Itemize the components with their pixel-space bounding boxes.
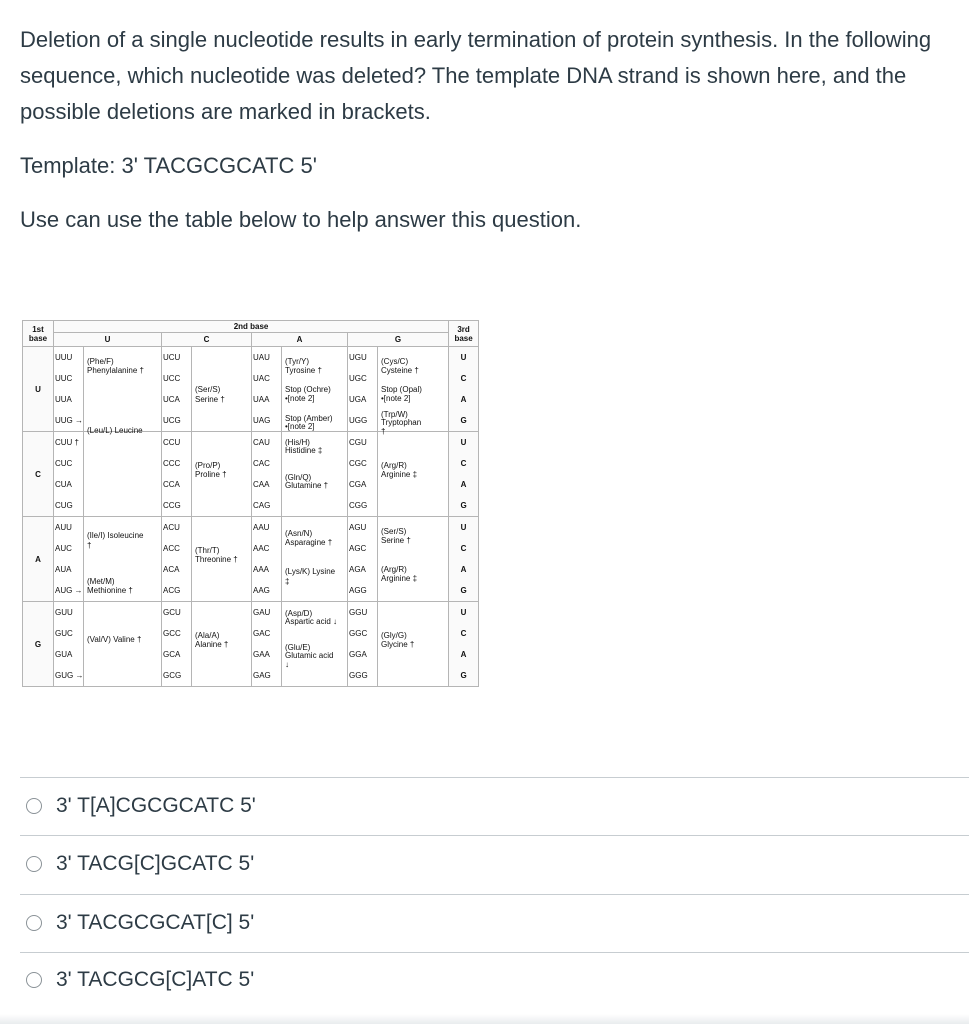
codon-cell [252, 602, 282, 687]
codon-cell [54, 602, 84, 687]
first-base-label: G [23, 602, 54, 687]
codon-cell [54, 432, 84, 517]
codon: CGU [349, 438, 367, 447]
amino-acid-label: (Cys/C) [381, 356, 409, 366]
codon: AAA [253, 565, 270, 574]
codon: ACG [163, 586, 181, 595]
codon-block-a [23, 517, 479, 602]
first-base-label: C [23, 432, 54, 517]
amino-acid-label: Serine † [381, 536, 411, 545]
codon: CCU [163, 438, 181, 447]
amino-acid-label: (Arg/R) [381, 460, 407, 470]
codon: UAG [253, 416, 271, 425]
third-base-header: 3rd base [449, 321, 479, 347]
amino-acid-cell [192, 602, 252, 687]
codon: GAA [253, 650, 270, 659]
codon: CCC [163, 459, 181, 468]
amino-acid-label: Tyrosine † [285, 366, 322, 375]
codon: UGA [349, 395, 367, 404]
third-base-cell [449, 602, 479, 687]
codon: ACU [163, 523, 180, 532]
amino-acid-label: •[note 2] [381, 393, 411, 403]
amino-acid-label: † [87, 540, 92, 550]
third-base-label: A [460, 480, 467, 489]
third-base-label: G [460, 416, 467, 425]
amino-acid-label: •[note 2] [285, 393, 315, 403]
answer-label-3: 3' TACGCGCAT[C] 5' [56, 911, 255, 934]
codon: AGG [349, 586, 367, 595]
codon: GUU [55, 608, 73, 617]
codon: GAC [253, 629, 271, 638]
amino-acid-cell [84, 432, 162, 517]
codon: GCC [163, 629, 181, 638]
third-base-label: A [460, 565, 467, 574]
amino-acid-label: (Tyr/Y) [285, 356, 309, 366]
codon-cell [252, 517, 282, 602]
divider [20, 777, 969, 778]
first-base-label: A [23, 517, 54, 602]
codon: AUG → [55, 586, 83, 595]
codon: CAA [253, 480, 270, 489]
amino-acid-cell [282, 602, 348, 687]
amino-acid-label: Stop (Opal) [381, 385, 422, 394]
second-base-c: C [162, 333, 252, 347]
answer-label-1: 3' T[A]CGCGCATC 5' [56, 794, 256, 817]
amino-acid-label: Asparagine † [285, 537, 333, 547]
amino-acid-label: (Asn/N) [285, 529, 313, 539]
codon: UUG → [55, 416, 83, 425]
question-text [20, 22, 955, 238]
codon: ACC [163, 544, 180, 553]
codon: GCU [163, 608, 181, 617]
third-base-label: C [460, 374, 467, 383]
codon: UGC [349, 374, 367, 383]
amino-acid-cell [192, 347, 252, 432]
third-base-label: C [460, 544, 467, 553]
codon: CAC [253, 459, 270, 468]
codon: CAU [253, 438, 270, 447]
codon: AAU [253, 523, 270, 532]
second-base-a: A [252, 333, 348, 347]
amino-acid-label: Histidine ‡ [285, 446, 323, 456]
amino-acid-label: Arginine ‡ [381, 470, 418, 479]
codon: GCG [163, 671, 182, 680]
amino-acid-label: Stop (Amber) [285, 413, 333, 423]
third-base-label: U [460, 608, 467, 617]
amino-acid-cell [378, 517, 449, 602]
codon: GGA [349, 650, 367, 659]
question-prompt: Deletion of a single nucleotide results in early termination of protein synthesis. In the following sequence, which nucleotide was deleted? The template DNA strand is shown here, and the possible deletions are marked in brackets. [20, 27, 932, 124]
third-base-label: G [460, 586, 467, 595]
codon: AAC [253, 544, 270, 553]
page-bottom-fade [0, 1014, 969, 1024]
codon: UAC [253, 374, 270, 383]
codon: UCU [163, 353, 181, 362]
amino-acid-label: (Asp/D) [285, 608, 313, 618]
amino-acid-label: (Trp/W) [381, 409, 408, 419]
answer-option-4[interactable] [26, 960, 254, 1000]
codon: GGU [349, 608, 368, 617]
codon-cell [252, 347, 282, 432]
answer-option-2[interactable] [26, 844, 254, 884]
codon: CUU † [55, 438, 80, 447]
codon: UCG [163, 416, 181, 425]
amino-acid-cell [378, 602, 449, 687]
first-base-label: U [23, 347, 54, 432]
amino-acid-label: Arginine ‡ [381, 574, 418, 583]
codon: UUU [55, 353, 73, 362]
amino-acid-label: ‡ [285, 576, 290, 586]
amino-acid-cell [378, 347, 449, 436]
amino-acid-label: (Gly/G) [381, 630, 407, 640]
third-base-label: C [460, 629, 467, 638]
amino-acid-label: (Thr/T) [195, 545, 220, 555]
amino-acid-label: •[note 2] [285, 422, 315, 432]
codon: UGU [349, 353, 367, 362]
amino-acid-label: (Phe/F) [87, 356, 114, 366]
amino-acid-label: (Ser/S) [381, 526, 407, 536]
second-base-header: 2nd base [54, 321, 449, 333]
radio-button-1[interactable] [26, 798, 42, 814]
first-base-header: 1st base [23, 321, 54, 347]
amino-acid-label: (Pro/P) [195, 460, 221, 470]
amino-acid-cell [84, 517, 162, 602]
divider [20, 835, 969, 836]
codon: CUC [55, 459, 73, 468]
codon: CGC [349, 459, 367, 468]
amino-acid-label: Alanine † [195, 640, 229, 649]
amino-acid-label: Proline † [195, 470, 227, 479]
codon: CUA [55, 480, 72, 489]
amino-acid-cell [282, 432, 348, 517]
codon: AUC [55, 544, 72, 553]
amino-acid-label: Serine † [195, 394, 225, 404]
codon-table [22, 320, 479, 687]
codon: AAG [253, 586, 270, 595]
amino-acid-cell [192, 517, 252, 602]
amino-acid-label: (Lys/K) Lysine [285, 567, 336, 577]
amino-acid-label: Methionine † [87, 586, 133, 596]
amino-acid-label: Phenylalanine † [87, 366, 144, 375]
divider [20, 894, 969, 895]
answer-label-4: 3' TACGCG[C]ATC 5' [56, 968, 255, 991]
amino-acid-cell [192, 432, 252, 517]
amino-acid-label: (Leu/L) Leucine [87, 425, 143, 435]
amino-acid-label: Tryptophan [381, 418, 422, 428]
codon: CGG [349, 501, 368, 510]
amino-acid-label: (Arg/R) [381, 564, 407, 574]
third-base-label: G [460, 501, 467, 510]
third-base-cell [449, 432, 479, 517]
codon: AUU [55, 523, 72, 532]
amino-acid-cell [378, 432, 449, 517]
radio-button-2[interactable] [26, 856, 42, 872]
third-base-cell [449, 347, 479, 432]
amino-acid-label: (Gln/Q) [285, 472, 312, 482]
amino-acid-label: Stop (Ochre) [285, 385, 331, 394]
codon-cell [162, 432, 192, 517]
codon: AGA [349, 565, 366, 574]
codon: GAG [253, 671, 271, 680]
codon: CCG [163, 501, 181, 510]
codon: CAG [253, 501, 271, 510]
codon: GUC [55, 629, 73, 638]
codon: CUG [55, 501, 73, 510]
amino-acid-label: (His/H) [285, 437, 310, 447]
codon-cell [348, 432, 378, 517]
codon: AUA [55, 565, 72, 574]
radio-button-3[interactable] [26, 915, 42, 931]
codon-cell [348, 602, 378, 687]
third-base-cell [449, 517, 479, 602]
table-hint: Use can use the table below to help answer this question. [20, 207, 582, 232]
codon-cell [162, 517, 192, 602]
divider [20, 952, 969, 953]
second-base-u: U [54, 333, 162, 347]
amino-acid-label: Glutamic acid [285, 651, 334, 661]
codon: UUA [55, 395, 72, 404]
amino-acid-label: (Met/M) [87, 576, 115, 586]
amino-acid-label: Glycine † [381, 640, 415, 649]
radio-button-4[interactable] [26, 972, 42, 988]
codon: UUC [55, 374, 73, 383]
codon: UAA [253, 395, 270, 404]
amino-acid-cell [282, 517, 348, 602]
amino-acid-label: (Ala/A) [195, 630, 220, 640]
amino-acid-label: Glutamine † [285, 481, 329, 491]
amino-acid-label: (Ile/I) Isoleucine [87, 531, 144, 541]
codon: UCA [163, 395, 180, 404]
amino-acid-label: † [381, 426, 386, 436]
codon-table-image [22, 320, 478, 682]
amino-acid-label: (Ser/S) [195, 385, 221, 394]
amino-acid-label: ↓ [285, 659, 289, 669]
codon: GUA [55, 650, 73, 659]
amino-acid-label: Aspartic acid ↓ [285, 617, 338, 627]
codon-block-g [23, 602, 479, 687]
codon-cell [162, 602, 192, 687]
third-base-label: C [460, 459, 467, 468]
codon-cell [348, 347, 378, 432]
codon-cell [348, 517, 378, 602]
second-base-g: G [348, 333, 449, 347]
codon: GAU [253, 608, 271, 617]
codon: UCC [163, 374, 181, 383]
amino-acid-label: Threonine † [195, 555, 238, 564]
codon: CGA [349, 480, 367, 489]
amino-acid-cell [282, 347, 348, 432]
codon: UAU [253, 353, 270, 362]
amino-acid-label: (Glu/E) [285, 642, 311, 652]
amino-acid-cell [84, 602, 162, 687]
codon-block-c [23, 432, 479, 517]
codon: CCA [163, 480, 180, 489]
codon: GUG → [55, 671, 84, 680]
codon: AGC [349, 544, 367, 553]
codon-block-u [23, 347, 479, 432]
third-base-label: U [460, 438, 467, 447]
third-base-label: G [460, 671, 467, 680]
amino-acid-label: Cysteine † [381, 366, 419, 375]
third-base-label: A [460, 395, 467, 404]
codon: UGG [349, 416, 368, 425]
codon-cell [252, 432, 282, 517]
codon: ACA [163, 565, 180, 574]
third-base-label: U [460, 523, 467, 532]
amino-acid-label: (Val/V) Valine † [87, 635, 142, 645]
answer-label-2: 3' TACG[C]GCATC 5' [56, 852, 255, 875]
codon-cell [54, 517, 84, 602]
codon: GGG [349, 671, 368, 680]
third-base-label: U [460, 353, 467, 362]
third-base-label: A [460, 650, 467, 659]
codon: GGC [349, 629, 368, 638]
template-sequence: Template: 3' TACGCGCATC 5' [20, 153, 317, 178]
codon-cell [54, 347, 84, 432]
codon: AGU [349, 523, 367, 532]
answer-option-3[interactable] [26, 903, 254, 943]
amino-acid-cell [84, 347, 162, 435]
answer-option-1[interactable] [26, 786, 256, 826]
codon-cell [162, 347, 192, 432]
codon: GCA [163, 650, 181, 659]
